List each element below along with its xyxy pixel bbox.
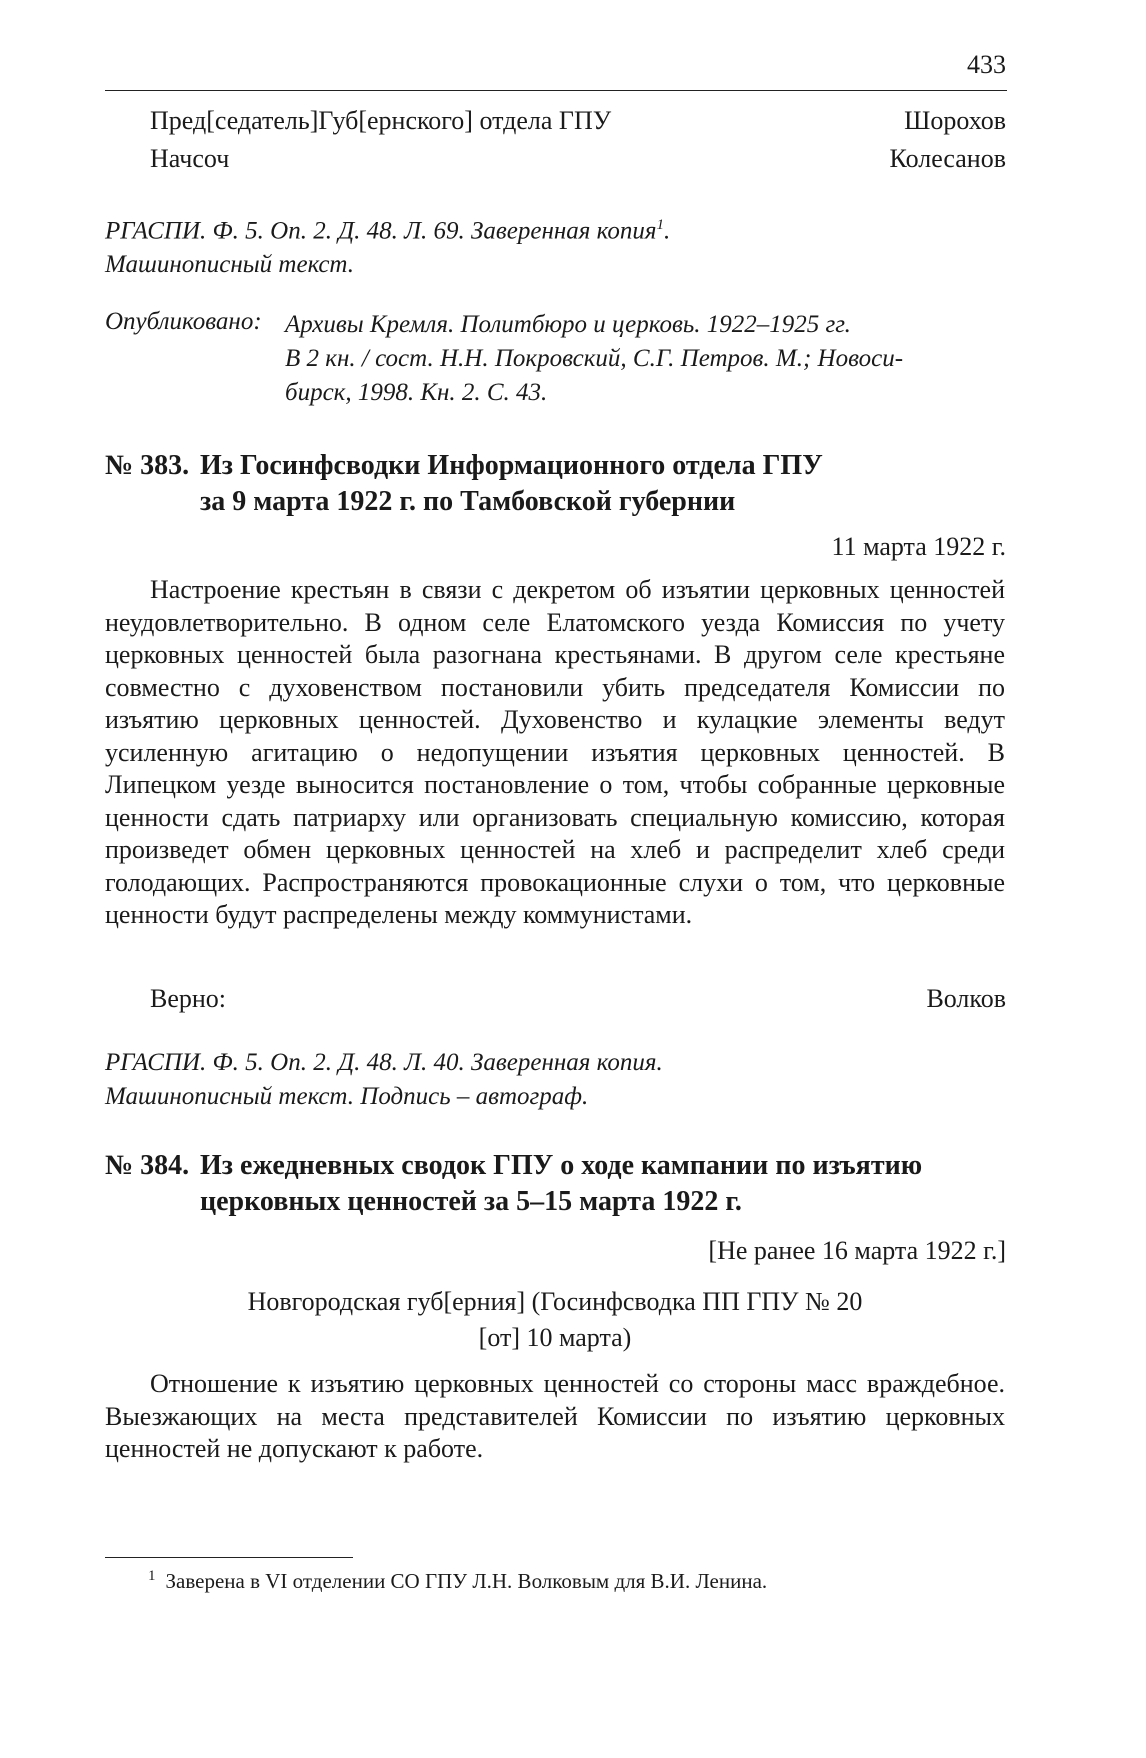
signatory-name: Колесанов (889, 144, 1006, 173)
source-punct: . (664, 217, 671, 245)
footnote-rule (105, 1557, 353, 1558)
document-384-title (105, 1148, 1005, 1220)
subheading-line: Новгородская губ[ерния] (Госинфсводка ПП ГПУ № 20 (247, 1287, 863, 1316)
document-383-body: Настроение крестьян в связи с декретом об изъятии церковных ценностей неудовлетворительно. В одном селе Елатомского уезда Комиссия по учету церковных ценностей была разогнана крестьянами. В другом селе крестьяне совместно с духовенством постановили убить председателя Комиссии по изъятию церковных ценностей. Духовенство и кулацкие элементы ведут усиленную агитацию о недопущении изъятия церковных ценностей. В Липецком уезде выносится постановление о том, чтобы собранные церковные ценности сдать патриарху или организовать специальную комиссию, которая произведет обмен церковных ценностей на хлеб и распределит хлеб среди голодающих. Распространяются провокационные слухи о том, что церковные ценности будут распределены между коммунистами. (105, 575, 1005, 929)
published-line: Архивы Кремля. Политбюро и церковь. 1922–1925 гг. (285, 311, 851, 338)
title-line: Из Госинфсводки Информационного отдела ГПУ (200, 450, 823, 481)
document-384-subheading (105, 1284, 1005, 1356)
published-line: В 2 кн. / сост. Н.Н. Покровский, С.Г. Петров. М.; Новоси- (285, 345, 904, 372)
verification-row (150, 984, 1006, 1014)
subheading-line: [от] 10 марта) (478, 1323, 632, 1352)
title-line: церковных ценностей за 5–15 марта 1922 г. (200, 1186, 742, 1217)
verified-label: Верно: (150, 984, 227, 1013)
document-number: № 383. (105, 450, 190, 481)
signature-row (150, 106, 1006, 136)
footnote-marker: 1 (148, 1568, 156, 1584)
source-line: Машинописный текст. Подпись – автограф. (105, 1083, 589, 1110)
signatory-title: Пред[седатель]Губ[ернского] отдела ГПУ (150, 106, 612, 135)
document-date: [Не ранее 16 марта 1922 г.] (708, 1236, 1006, 1265)
header-rule (105, 90, 1007, 91)
verified-name: Волков (926, 984, 1006, 1013)
source-line: РГАСПИ. Ф. 5. Оп. 2. Д. 48. Л. 69. Заверенная копия (105, 217, 657, 245)
document-date: 11 марта 1922 г. (831, 532, 1006, 561)
signatory-title: Начсоч (150, 144, 230, 173)
document-384-body: Отношение к изъятию церковных ценностей со стороны масс враждебное. Выезжающих на места представителей Комиссии по изъятию церковных ценностей не допускают к работе. (105, 1369, 1005, 1463)
source-line: РГАСПИ. Ф. 5. Оп. 2. Д. 48. Л. 40. Заверенная копия. (105, 1049, 663, 1076)
title-line: за 9 марта 1922 г. по Тамбовской губернии (200, 486, 736, 517)
published-reference (285, 308, 1005, 410)
title-line: Из ежедневных сводок ГПУ о ходе кампании по изъятию (200, 1150, 923, 1181)
signature-row (150, 144, 1006, 174)
signatory-name: Шорохов (904, 106, 1006, 135)
archive-source-2 (105, 1046, 1005, 1114)
page-number: 433 (967, 50, 1006, 79)
source-line: Машинописный текст. (105, 251, 355, 279)
footnote-marker: 1 (656, 217, 665, 233)
document-number: № 384. (105, 1150, 190, 1181)
document-383-title (105, 448, 1005, 520)
published-label: Опубликовано: (105, 308, 262, 335)
footnote-text: Заверена в VI отделении СО ГПУ Л.Н. Волковым для В.И. Ленина. (165, 1569, 768, 1593)
footnote (148, 1568, 767, 1594)
archive-source-1 (105, 208, 1005, 282)
published-line: бирск, 1998. Кн. 2. С. 43. (285, 379, 548, 406)
